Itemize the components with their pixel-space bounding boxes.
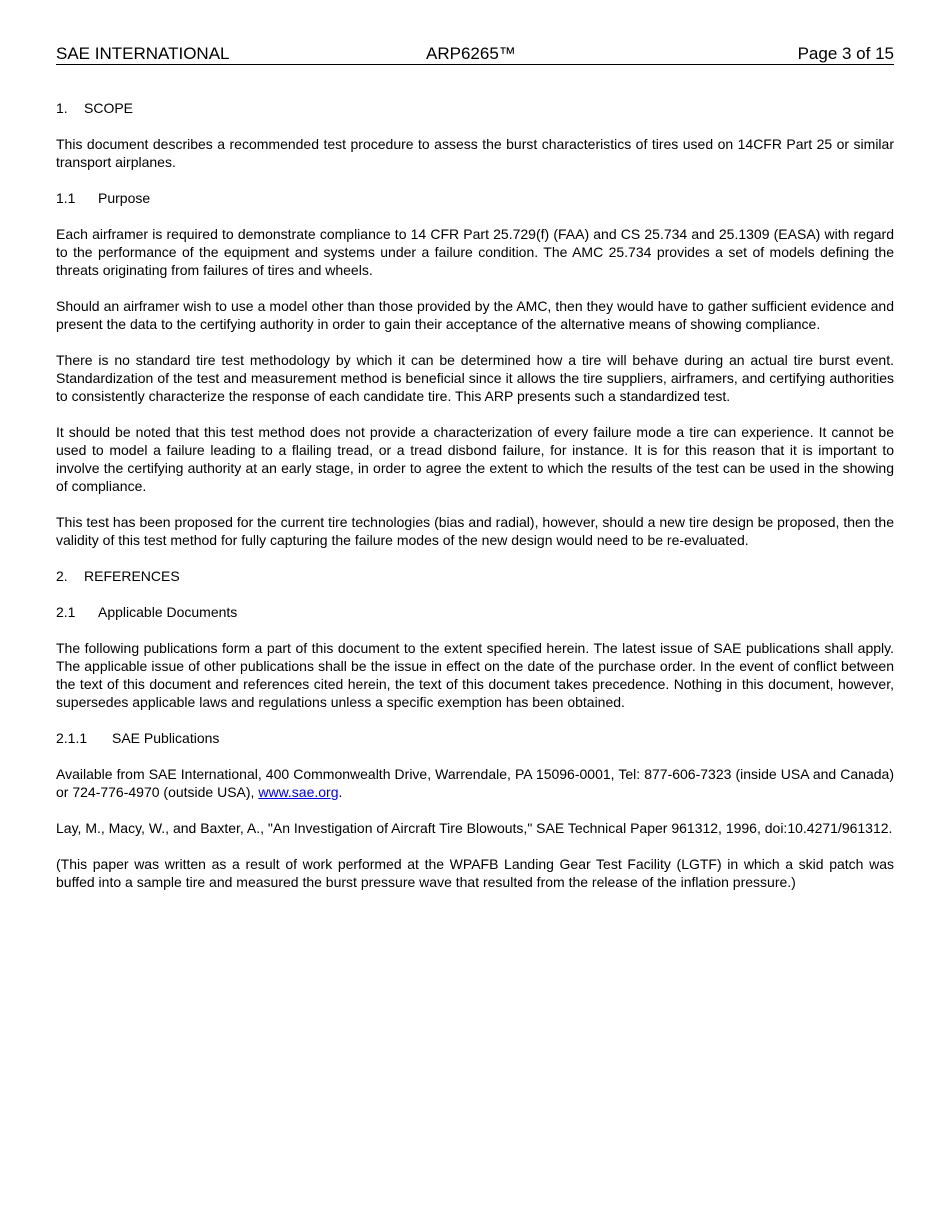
header-organization: SAE INTERNATIONAL	[56, 44, 230, 63]
section-heading-applicable-documents	[56, 603, 894, 621]
section-title: Applicable Documents	[98, 604, 238, 620]
section-number: 2.1.1	[56, 730, 88, 746]
header-document-id: ARP6265™	[426, 44, 516, 63]
paragraph: There is no standard tire test methodology by which it can be determined how a tire will behave during an actual tire burst event. Standardization of the test and measurement method is beneficial since it allows the tire suppliers, airframers, and certifying authorities to consistently characterize the response of each candidate tire. This ARP presents such a standardized test.	[56, 352, 894, 404]
availability-text: Available from SAE International, 400 Commonwealth Drive, Warrendale, PA 15096-0001, Tel: 877-606-7323 (inside USA and Canada) or 724-776-4970 (outside USA),	[56, 766, 894, 800]
paragraph: Should an airframer wish to use a model other than those provided by the AMC, then they would have to gather sufficient evidence and present the data to the certifying authority in order to gain their acceptance of the alternative means of showing compliance.	[56, 298, 894, 332]
section-heading-purpose	[56, 189, 894, 207]
paragraph-availability	[56, 765, 894, 801]
header-page-number: Page 3 of 15	[797, 44, 894, 63]
section-number: 2.1	[56, 604, 76, 620]
section-heading-sae-publications	[56, 729, 894, 747]
section-number: 1.1	[56, 190, 76, 206]
document-body	[56, 99, 894, 891]
section-title: Purpose	[98, 190, 151, 206]
page-header	[56, 44, 894, 65]
paragraph: This document describes a recommended test procedure to assess the burst characteristics of tires used on 14CFR Part 25 or similar transport airplanes.	[56, 136, 894, 170]
availability-end: .	[338, 784, 343, 800]
section-heading-scope	[56, 99, 894, 117]
paragraph: The following publications form a part of this document to the extent specified herein. The latest issue of SAE publications shall apply. The applicable issue of other publications shall be the issue in effect on the date of the purchase order. In the event of conflict between the text of this document and references cited herein, the text of this document takes precedence. Nothing in this document, however, supersedes applicable laws and regulations unless a specific exemption has been obtained.	[56, 640, 894, 710]
section-title: REFERENCES	[84, 568, 180, 584]
paragraph: Each airframer is required to demonstrate compliance to 14 CFR Part 25.729(f) (FAA) and CS 25.734 and 25.1309 (EASA) with regard to the performance of the equipment and systems under a failure condition. The AMC 25.734 provides a set of models defining the threats originating from failures of tires and wheels.	[56, 226, 894, 278]
section-number: 1.	[56, 100, 68, 116]
reference-note: (This paper was written as a result of work performed at the WPAFB Landing Gear Test Facility (LGTF) in which a skid patch was buffed into a sample tire and measured the burst pressure wave that resulted from the release of the inflation pressure.)	[56, 856, 894, 890]
document-page	[56, 44, 894, 909]
section-heading-references	[56, 567, 894, 585]
paragraph: It should be noted that this test method does not provide a characterization of every failure mode a tire can experience. It cannot be used to model a failure leading to a flailing tread, or a tread disbond failure, for instance. It is for this reason that it is important to involve the certifying authority at an early stage, in order to agree the extent to which the results of the test can be used in the showing of compliance.	[56, 424, 894, 494]
sae-website-link[interactable]: www.sae.org	[258, 784, 339, 800]
reference-entry: Lay, M., Macy, W., and Baxter, A., "An Investigation of Aircraft Tire Blowouts," SAE Technical Paper 961312, 1996, doi:10.4271/961312.	[56, 820, 893, 836]
section-title: SCOPE	[84, 100, 134, 116]
section-title: SAE Publications	[112, 730, 220, 746]
section-number: 2.	[56, 568, 68, 584]
paragraph: This test has been proposed for the current tire technologies (bias and radial), however, should a new tire design be proposed, then the validity of this test method for fully capturing the failure modes of the new design would need to be re-evaluated.	[56, 514, 894, 548]
